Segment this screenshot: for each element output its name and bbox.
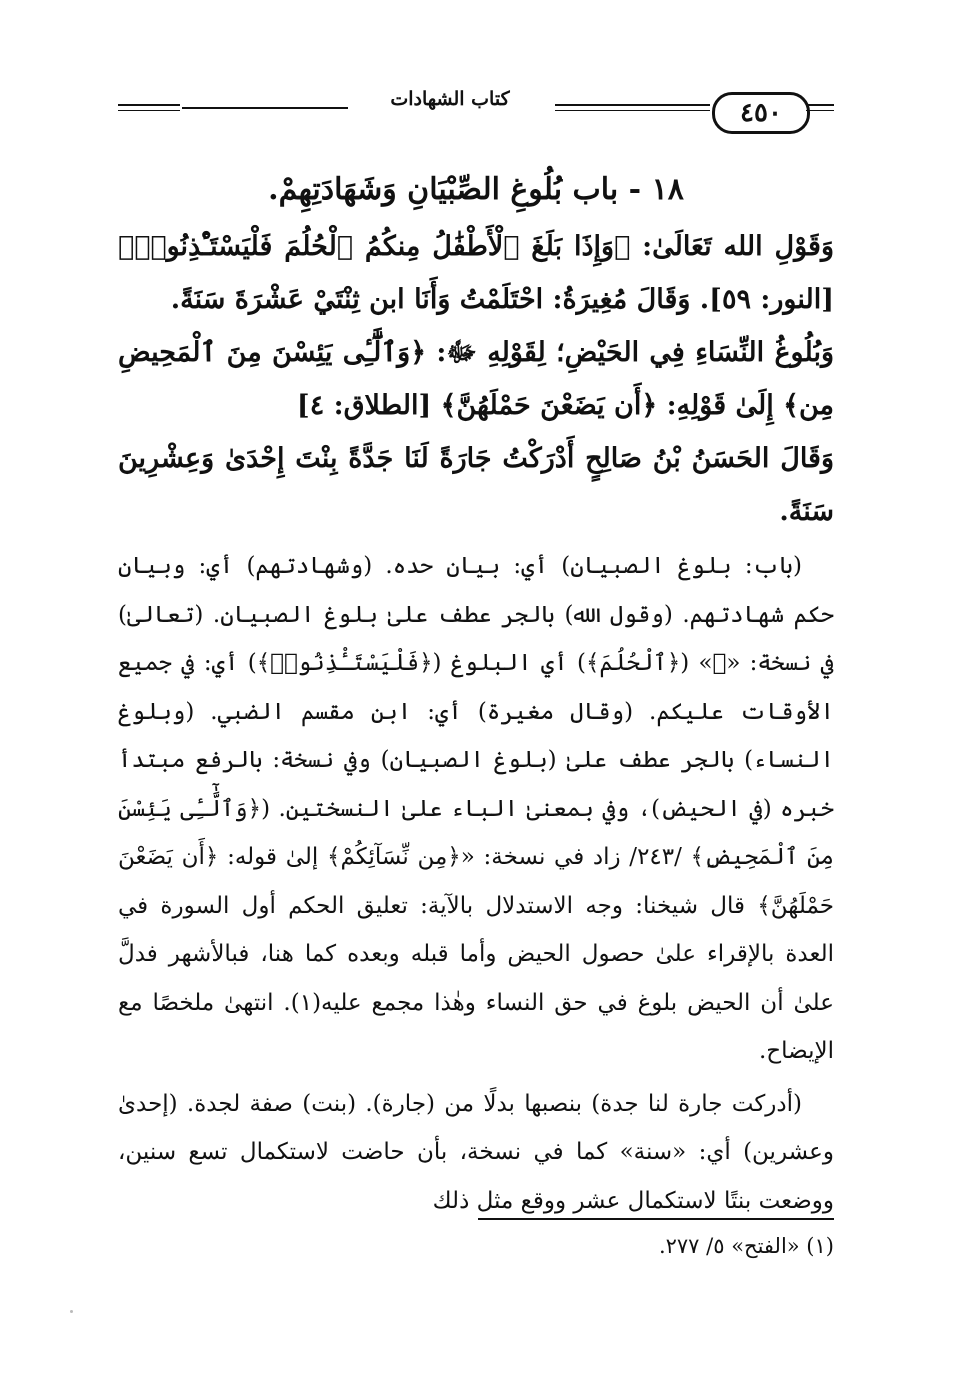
page-body xyxy=(118,166,834,1225)
header-rule-left-thin xyxy=(118,110,180,111)
page-number: ٤٥٠ xyxy=(712,92,810,134)
footnote-separator xyxy=(478,1218,834,1220)
running-title: كتاب الشهادات xyxy=(390,88,510,110)
header-rule-left xyxy=(118,104,180,106)
header-rule-right-thin xyxy=(806,110,834,111)
scan-speck xyxy=(70,1310,73,1313)
header-rule-right xyxy=(806,104,834,106)
commentary-paragraph-1: (باب: بلوغ الصبيان) أي: بيان حده. (وشهادتهم) أي: وبيان حكم شهادتهم. (وقول الله) بالجر عطف علىٰ بلوغ الصبيان. (تعالىٰ) في نسخة: «ﷻ» (﴿ٱلْحُلُمَ﴾) أي البلوغ (﴿فَلْيَسْتَـْٔذِنُوا۟﴾) أي: في جميع الأوقات عليكم. (وقال مغيرة) أي: ابن مقسم الضبي. (وبلوغ النساء) بالجر عطف علىٰ (بلوغ الصبيان) وفي نسخة: بالرفع مبتدأ خبره (في الحيض)، وفي بمعنىٰ الباء علىٰ النسختين. (﴿وَٱلَّٰٓـِٔى يَئِسْنَ مِنَ ٱلْمَحِيضِ﴾ /٢٤٣/ زاد في نسخة: «﴿مِن نِّسَآئِكُمْ﴾ إلىٰ قوله: ﴿أَن يَضَعْنَ حَمْلَهُنَّ﴾ قال شيخنا: وجه الاستدلال بالآية: تعليق الحكم أول السورة في العدة بالإقراء علىٰ حصول الحيض وأما قبله وبعده كما هنا، فبالأشهر فدلَّ علىٰ أن الحيض بلوغ في حق النساء وهٰذا مجمع عليه(١). انتهىٰ ملخصًا مع الإيضاح. xyxy=(118,553,835,1064)
header-rule-between xyxy=(182,107,348,109)
footnote: (١) «الفتح» ٥/ ٢٧٧. xyxy=(658,1234,834,1258)
header-rule-mid xyxy=(555,104,710,106)
header-rule-mid-thin xyxy=(555,110,710,111)
matn-paragraph-3: وَقَالَ الحَسَنُ بْنُ صَالِحٍ أَدْرَكْتُ جَارَةً لَنَا جَدَّةً بِنْتَ إِحْدَىٰ وَعِشْرِينَ سَنَةً. xyxy=(118,443,834,527)
chapter-title: ١٨ - باب بُلُوغِ الصِّبْيَانِ وَشَهَادَتِهِمْ. xyxy=(268,172,684,207)
commentary-paragraph-2: (أدركت جارة لنا جدة) بنصبها بدلًا من (جارة). (بنت) صفة لجدة. (إحدىٰ وعشرين) أي: «سنة» كما في نسخة، بأن حاضت لاستكمال تسع سنين، ووضعت بنتًا لاستكمال عشر ووقع مثل ذلك xyxy=(118,1090,834,1214)
matn-paragraph-2: وَبُلُوغُ النِّسَاءِ فِي الحَيْضِ؛ لِقَوْلِهِ ﷻ: ﴿وَٱلَّٰٓـِٔى يَئِسْنَ مِنَ ٱلْمَحِيضِ مِن﴾ إِلَىٰ قَوْلِهِ: ﴿أَن يَضَعْنَ حَمْلَهُنَّ﴾ [الطلاق: ٤] xyxy=(118,337,834,421)
matn-paragraph-1: وَقَوْلِ الله تَعَالَىٰ: ﴿وَإِذَا بَلَغَ ٱلْأَطْفَٰلُ مِنكُمُ ٱلْحُلُمَ فَلْيَسْتَـْٔذِنُوا۟﴾ [النور: ٥٩]. وَقَالَ مُغِيرَةُ: احْتَلَمْتُ وَأَنَا ابن ثِنْتَيْ عَشْرَةَ سَنَةً. xyxy=(118,231,834,315)
